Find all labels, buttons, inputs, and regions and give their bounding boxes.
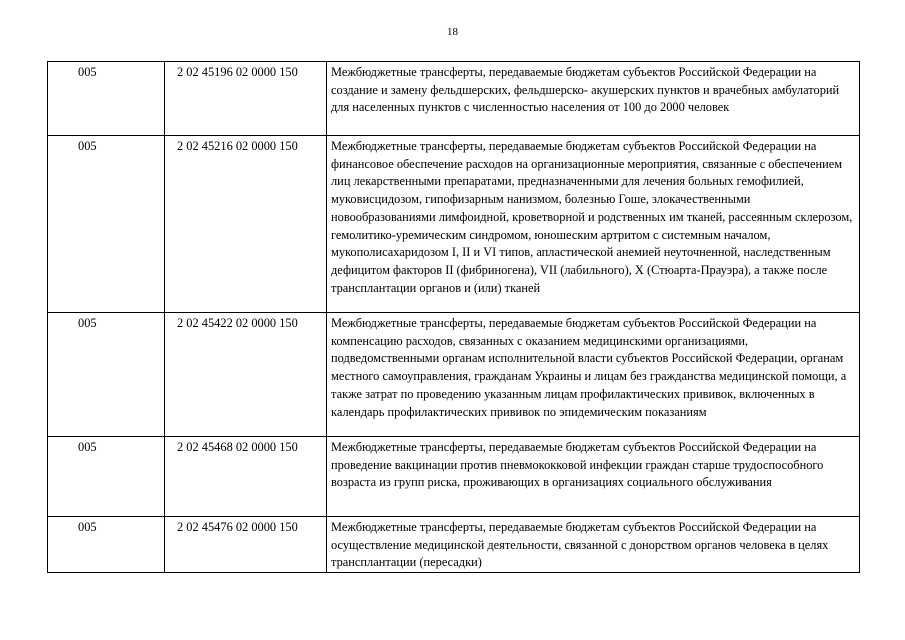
description-cell: Межбюджетные трансферты, передаваемые бюджетам субъектов Российской Федерации на финансовое обеспечение расходов на организационные мероприятия, связанные с обеспечением лиц лекарственными препаратами, предназначенными для лечения больных гемофилией, муковисцидозом, гипофизарным нанизмом, болезнью Гоше, злокачественными новообразованиями лимфоидной, кроветворной и родственных им тканей, рассеянным склерозом, гемолитико-уремическим синдромом, юношеским артритом с системным началом, мукополисахаридозом I, II и VI типов, апластической анемией неуточненной, наследственным дефицитом факторов II (фибриногена), VII (лабильного), X (Стюарта-Прауэра), а также после трансплантации органов и (или) тканей <box>327 136 860 313</box>
table-row <box>48 136 860 313</box>
budget-code-cell: 2 02 45196 02 0000 150 <box>165 62 327 136</box>
description-cell: Межбюджетные трансферты, передаваемые бюджетам субъектов Российской Федерации на осуществление медицинской деятельности, связанной с донорством органов человека в целях трансплантации (пересадки) <box>327 517 860 573</box>
budget-classification-table <box>47 61 860 573</box>
admin-code-cell: 005 <box>48 62 165 136</box>
admin-code-cell: 005 <box>48 313 165 437</box>
page-number: 18 <box>447 26 458 38</box>
budget-code-cell: 2 02 45476 02 0000 150 <box>165 517 327 573</box>
description-cell: Межбюджетные трансферты, передаваемые бюджетам субъектов Российской Федерации на создание и замену фельдшерских, фельдшерско- акушерских пунктов и врачебных амбулаторий для населенных пунктов с численностью населения от 100 до 2000 человек <box>327 62 860 136</box>
budget-code-cell: 2 02 45422 02 0000 150 <box>165 313 327 437</box>
description-cell: Межбюджетные трансферты, передаваемые бюджетам субъектов Российской Федерации на проведение вакцинации против пневмококковой инфекции граждан старше трудоспособного возраста из групп риска, проживающих в организациях социального обслуживания <box>327 437 860 517</box>
table-row <box>48 437 860 517</box>
table-row <box>48 313 860 437</box>
admin-code-cell: 005 <box>48 136 165 313</box>
budget-code-cell: 2 02 45468 02 0000 150 <box>165 437 327 517</box>
admin-code-cell: 005 <box>48 437 165 517</box>
table-row <box>48 517 860 573</box>
admin-code-cell: 005 <box>48 517 165 573</box>
table-row <box>48 62 860 136</box>
budget-code-cell: 2 02 45216 02 0000 150 <box>165 136 327 313</box>
description-cell: Межбюджетные трансферты, передаваемые бюджетам субъектов Российской Федерации на компенсацию расходов, связанных с оказанием медицинскими организациями, подведомственными органам исполнительной власти субъектов Российской Федерации, органам местного самоуправления, гражданам Украины и лицам без гражданства медицинской помощи, а также затрат по проведению указанным лицам профилактических прививок, включенных в календарь профилактических прививок по эпидемическим показаниям <box>327 313 860 437</box>
